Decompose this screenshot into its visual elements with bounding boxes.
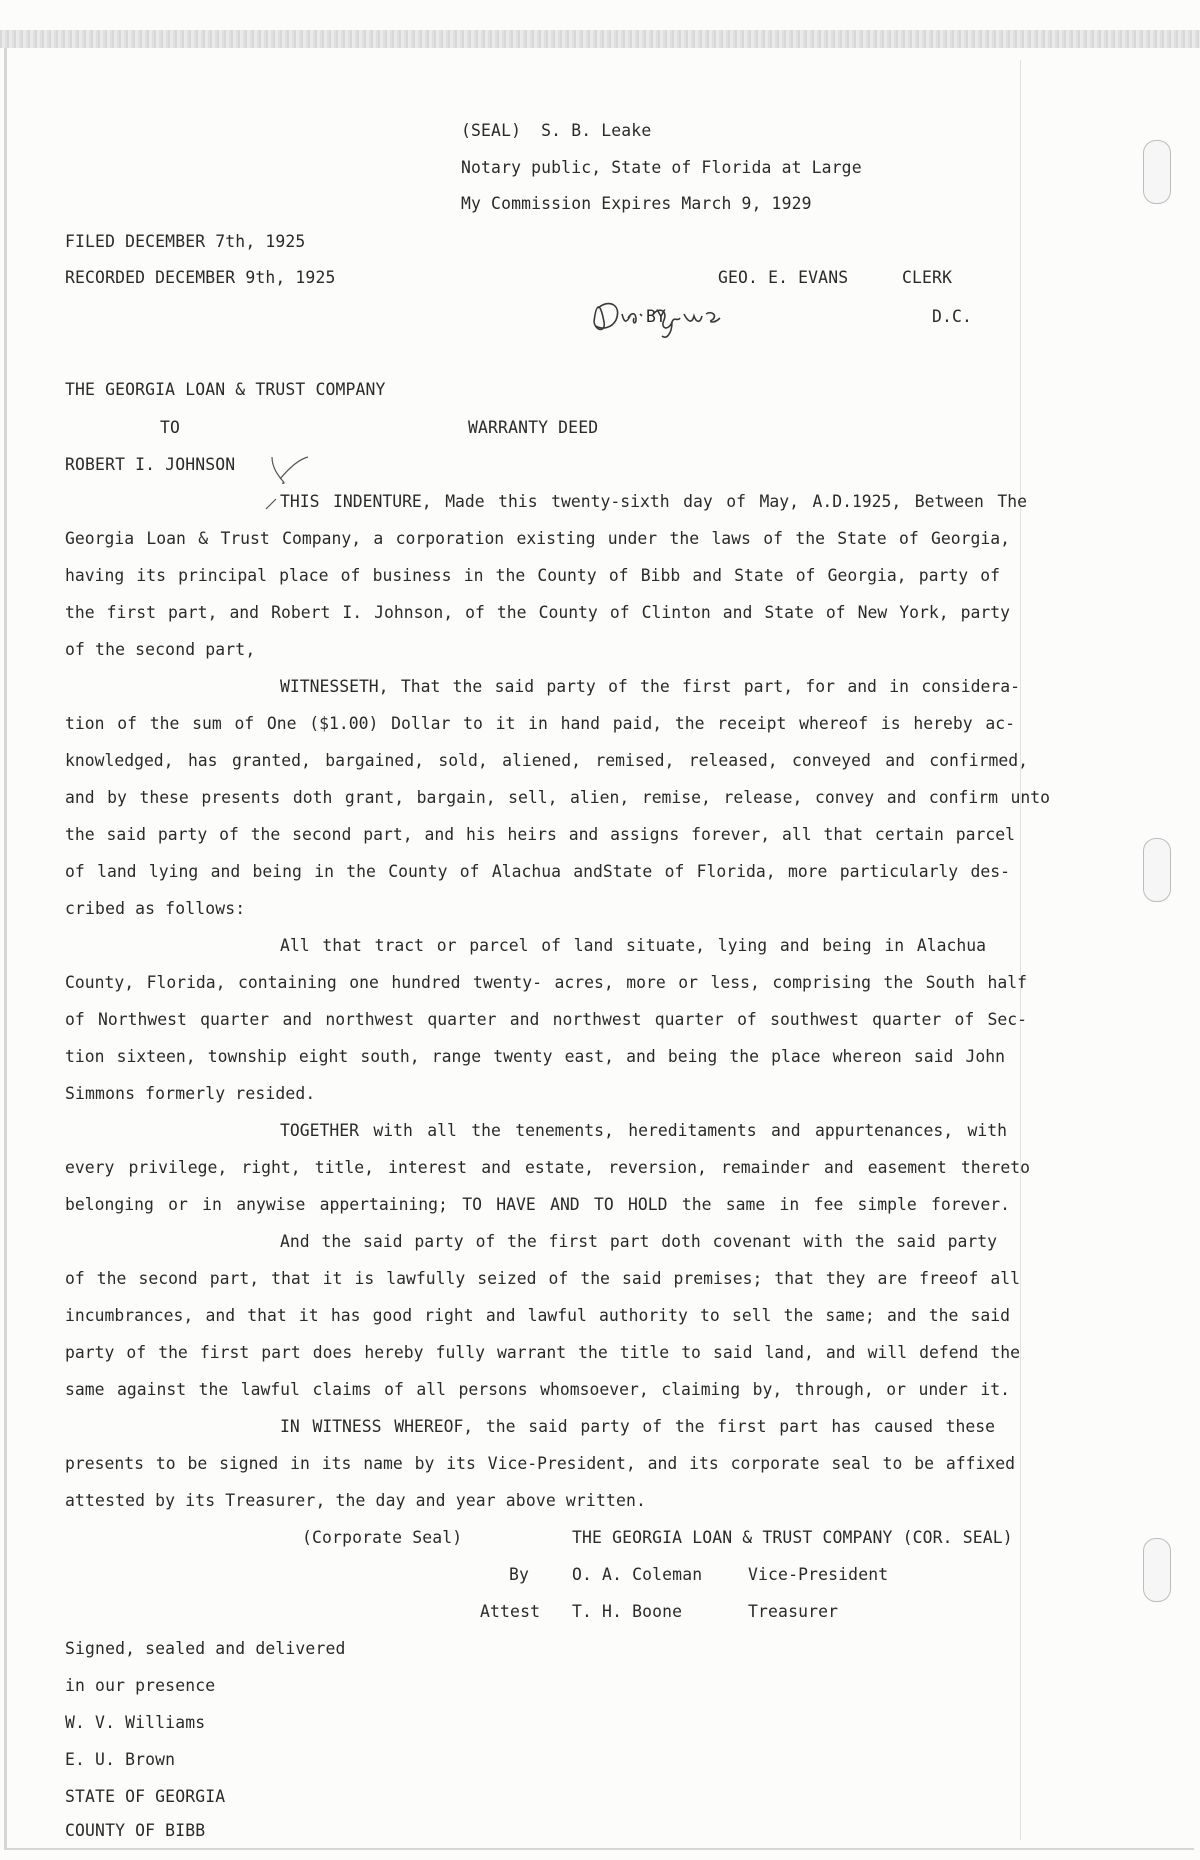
body-line: County, Florida, containing one hundred twenty- acres, more or less, comprising the South half (65, 973, 1027, 992)
treasurer-title: Treasurer (748, 1602, 839, 1621)
body-line: And the said party of the first part doth covenant with the said party (280, 1232, 997, 1251)
body-line: party of the first part does hereby fully warrant the title to said land, and will defend the (65, 1343, 1020, 1362)
body-line: belonging or in anywise appertaining; TO HAVE AND TO HOLD the same in fee simple forever. (65, 1195, 1010, 1214)
state-heading: STATE OF GEORGIA (65, 1787, 226, 1806)
grantee-name: ROBERT I. JOHNSON (65, 455, 236, 474)
attest-label: Attest (480, 1602, 541, 1621)
witness-name: W. V. Williams (65, 1713, 206, 1732)
body-line: All that tract or parcel of land situate, lying and being in Alachua (280, 936, 986, 955)
clerk-name: GEO. E. EVANS (718, 268, 849, 287)
page-bottom-edge (4, 1848, 1194, 1850)
corporate-seal-label: (Corporate Seal) (302, 1528, 463, 1547)
body-line: presents to be signed in its name by its Vice-President, and its corporate seal to be affixed (65, 1454, 1015, 1473)
deputy-title: D.C. (932, 307, 973, 326)
scan-top-strip (0, 30, 1200, 48)
body-line: and by these presents doth grant, bargain, sell, alien, remise, release, convey and confirm unto (65, 788, 1050, 807)
page-right-margin-line (1020, 60, 1021, 1840)
body-line: the first part, and Robert I. Johnson, of the County of Clinton and State of New York, party (65, 603, 1010, 622)
by-signer-label: By (509, 1565, 530, 1584)
document-type: WARRANTY DEED (468, 418, 599, 437)
binder-hole-top (1143, 140, 1171, 204)
body-line: knowledged, has granted, bargained, sold, aliened, remised, released, conveyed and confirmed, (65, 751, 1028, 770)
notary-commission-line: My Commission Expires March 9, 1929 (461, 194, 812, 213)
body-line: tion sixteen, township eight south, range twenty east, and being the place whereon said John (65, 1047, 1005, 1066)
body-line: of the second part, that it is lawfully seized of the said premises; that they are freeof all (65, 1269, 1020, 1288)
county-heading: COUNTY OF BIBB (65, 1821, 206, 1840)
body-line: of Northwest quarter and northwest quarter and northwest quarter of southwest quarter of Sec- (65, 1010, 1027, 1029)
vice-president-name: O. A. Coleman (572, 1565, 703, 1584)
body-line: of land lying and being in the County of Alachua andState of Florida, more particularly des- (65, 862, 1010, 881)
body-line: same against the lawful claims of all persons whomsoever, claiming by, through, or under it. (65, 1380, 1010, 1399)
body-line: the said party of the second part, and his heirs and assigns forever, all that certain parcel (65, 825, 1015, 844)
body-line: TOGETHER with all the tenements, hereditaments and appurtenances, with (280, 1121, 1007, 1140)
body-line: every privilege, right, title, interest and estate, reversion, remainder and easement thereto (65, 1158, 1030, 1177)
witness-name: E. U. Brown (65, 1750, 176, 1769)
vice-president-title: Vice-President (748, 1565, 889, 1584)
witness-heading-2: in our presence (65, 1676, 216, 1695)
body-line: tion of the sum of One ($1.00) Dollar to it in hand paid, the receipt whereof is hereby ac- (65, 714, 1015, 733)
notary-seal-line: (SEAL) S. B. Leake (461, 121, 652, 140)
deputy-clerk-signature (588, 292, 726, 342)
binder-hole-bottom (1143, 1538, 1171, 1602)
body-line: Georgia Loan & Trust Company, a corporation existing under the laws of the State of Georgia, (65, 529, 1010, 548)
page-left-edge (4, 48, 7, 1848)
body-line: cribed as follows: (65, 899, 246, 918)
body-line: Simmons formerly resided. (65, 1084, 316, 1103)
recorded-date: RECORDED DECEMBER 9th, 1925 (65, 268, 336, 287)
filed-date: FILED DECEMBER 7th, 1925 (65, 232, 306, 251)
witness-heading-1: Signed, sealed and delivered (65, 1639, 346, 1658)
body-line: attested by its Treasurer, the day and year above written. (65, 1491, 647, 1510)
body-line: incumbrances, and that it has good right and lawful authority to sell the same; and the said (65, 1306, 1010, 1325)
binder-hole-middle (1143, 838, 1171, 902)
body-line: IN WITNESS WHEREOF, the said party of the first part has caused these (280, 1417, 995, 1436)
body-line: THIS INDENTURE, Made this twenty-sixth day of May, A.D.1925, Between The (280, 492, 1027, 511)
body-line: WITNESSETH, That the said party of the first part, for and in considera- (280, 677, 1020, 696)
signing-company: THE GEORGIA LOAN & TRUST COMPANY (COR. SEAL) (572, 1528, 1013, 1547)
body-line: having its principal place of business in the County of Bibb and State of Georgia, party of (65, 566, 1000, 585)
grantor-name: THE GEORGIA LOAN & TRUST COMPANY (65, 380, 386, 399)
by-label: BY (646, 307, 667, 326)
body-line: of the second part, (65, 640, 256, 659)
notary-title-line: Notary public, State of Florida at Large (461, 158, 862, 177)
clerk-title: CLERK (902, 268, 953, 287)
treasurer-name: T. H. Boone (572, 1602, 683, 1621)
to-label: TO (160, 418, 181, 437)
